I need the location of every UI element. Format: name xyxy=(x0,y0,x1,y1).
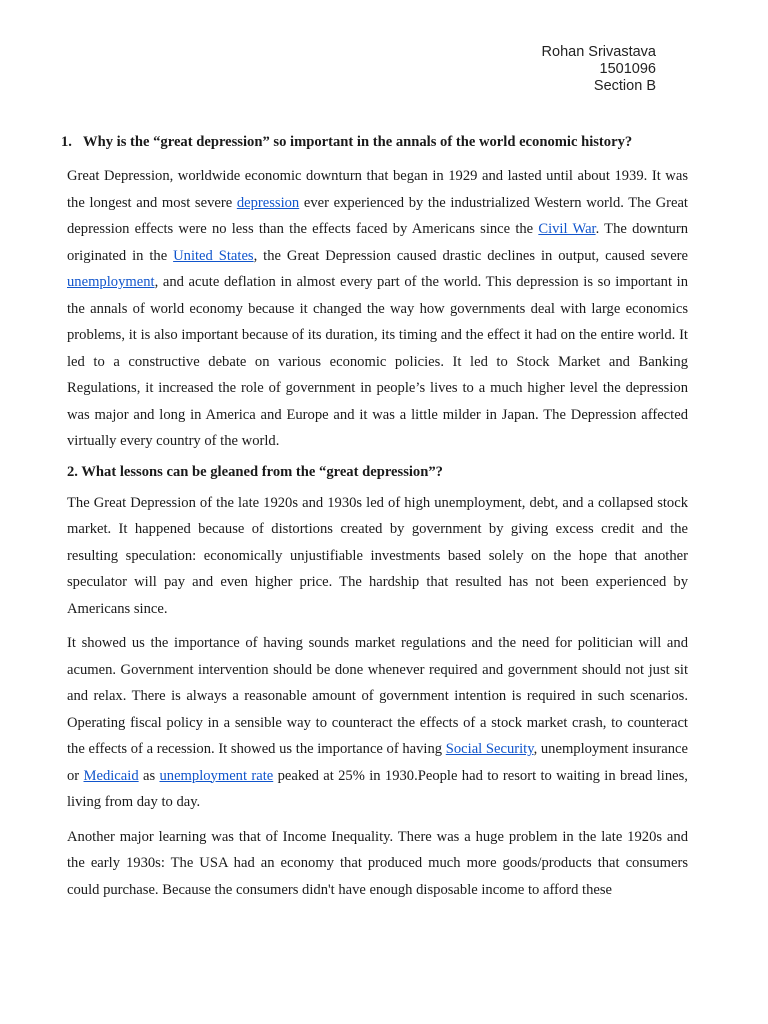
question-1-heading xyxy=(61,133,688,152)
text-run: , the Great Depression caused drastic declines in output, caused severe xyxy=(253,247,689,264)
text-run: , and acute deflation in almost every part of the world. This depression is so important in the annals of world economy because it changed the way how governments deal with large economics problems, it is also important because of its duration, its timing and the effect it had on the entire world. It led to a constructive debate on various economic policies. It led to Stock Market and Banking Regulations, it increased the role of government in people’s lives to a much higher level the depression was major and long in America and Europe and it was a little milder in Japan. The Depression affected virtually every country of the world. xyxy=(67,274,688,449)
answer-2-paragraph-2 xyxy=(67,630,688,816)
text-run: as xyxy=(138,767,160,784)
text-run: . The downturn originated in the xyxy=(67,221,689,264)
answer-2-paragraph-1: The Great Depression of the late 1920s and 1930s led of high unemployment, debt, and a collapsed stock market. It happened because of distortions created by government by giving excess credit and the resulting speculation: economically unjustifiable investments based solely on the hope that another speculator will pay and even higher price. The hardship that resulted has not been experienced by Americans since. xyxy=(67,494,688,617)
answer-1-paragraph xyxy=(67,163,688,455)
text-run: It showed us the importance of having sounds market regulations and the need for politician will and acumen. Government intervention should be done whenever required and government should not just sit and relax. There is always a reasonable amount of government intention is required in such scenarios. Operating fiscal policy in a sensible way to counteract the effects of a stock market crash, to counteract the effects of a recession. It showed us the importance of having xyxy=(67,635,688,757)
link-unemployment-rate[interactable]: unemployment rate xyxy=(159,767,274,784)
author-name: Rohan Srivastava xyxy=(541,44,656,60)
link-medicaid[interactable]: Medicaid xyxy=(83,767,139,784)
document-body xyxy=(61,133,689,903)
author-header xyxy=(542,44,656,95)
question-1-number: 1. xyxy=(61,134,72,150)
question-2-heading: 2. What lessons can be gleaned from the “great depression”? xyxy=(67,463,443,480)
text-run: peaked at 25% in 1930.People had to resort to waiting in bread lines, living from day to day. xyxy=(67,767,688,810)
answer-2-paragraph-3: Another major learning was that of Income Inequality. There was a huge problem in the late 1920s and the early 1930s: The USA had an economy that produced much more goods/products that consumers could purchase. Because the consumers didn't have enough disposable income to afford these xyxy=(67,828,688,898)
link-social-security[interactable]: Social Security xyxy=(445,741,534,757)
link-depression[interactable]: depression xyxy=(236,194,300,211)
text-run: ever experienced by the industrialized Western world. The Great depression effects were no less than the effects faced by Americans since the xyxy=(67,194,688,237)
roll-number: 1501096 xyxy=(599,61,656,77)
section-label: Section B xyxy=(593,78,656,94)
text-run: Great Depression, worldwide economic downturn that began in 1929 and lasted until about 1939. It was the longest and most severe xyxy=(67,168,688,211)
question-1-text: Why is the “great depression” so important in the annals of the world economic history? xyxy=(83,134,633,150)
link-united-states[interactable]: United States xyxy=(173,247,254,264)
link-unemployment[interactable]: unemployment xyxy=(67,274,155,290)
text-run: , unemployment insurance or xyxy=(67,741,689,784)
link-civil-war[interactable]: Civil War xyxy=(538,221,596,237)
